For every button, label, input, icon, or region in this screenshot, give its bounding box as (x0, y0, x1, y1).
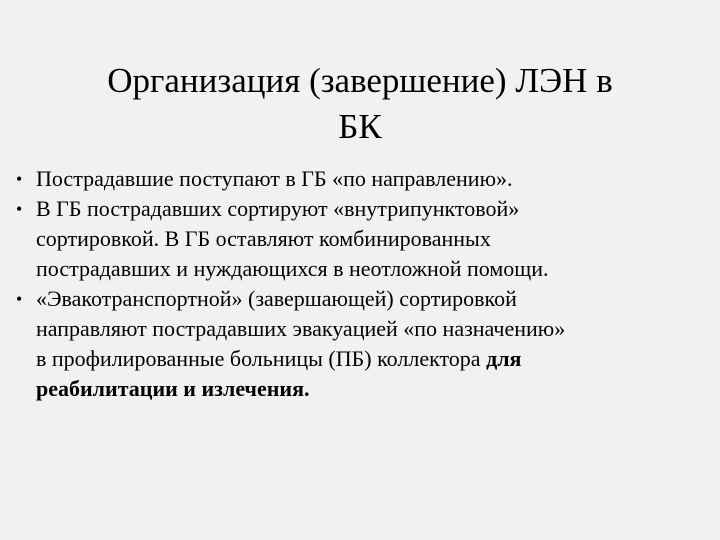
slide-title-line-2: БК (338, 107, 382, 146)
bullet-item-2 (16, 194, 712, 284)
bullet-2-line-1: В ГБ пострадавших сортируют «внутрипунктовой» (36, 196, 520, 221)
bullet-icon: • (16, 169, 23, 189)
bullet-1-line-1: Пострадавшие поступают в ГБ «по направлению». (36, 166, 513, 191)
bullet-3-line-2: направляют пострадавших эвакуацией «по назначению» (36, 316, 566, 341)
bullet-2-line-3: пострадавших и нуждающихся в неотложной помощи. (36, 256, 549, 281)
slide-title (50, 58, 670, 150)
bullet-3-line-4: реабилитации и излечения. (36, 376, 310, 401)
bullet-3-bold-inline: для (486, 346, 522, 371)
slide-title-line-1: Организация (завершение) ЛЭН в (107, 61, 613, 100)
bullet-item-3 (16, 284, 712, 404)
bullet-list (16, 164, 712, 404)
bullet-icon: • (16, 199, 23, 219)
bullet-3-line-3 (36, 344, 712, 374)
bullet-icon: • (16, 289, 23, 309)
bullet-item-1 (16, 164, 712, 194)
bullet-3-line-1: «Эвакотранспортной» (завершающей) сортировкой (36, 286, 517, 311)
bullet-3-line-3-text: в профилированные больницы (ПБ) коллектора (36, 346, 487, 371)
bullet-2-line-2: сортировкой. В ГБ оставляют комбинированных (36, 226, 491, 251)
